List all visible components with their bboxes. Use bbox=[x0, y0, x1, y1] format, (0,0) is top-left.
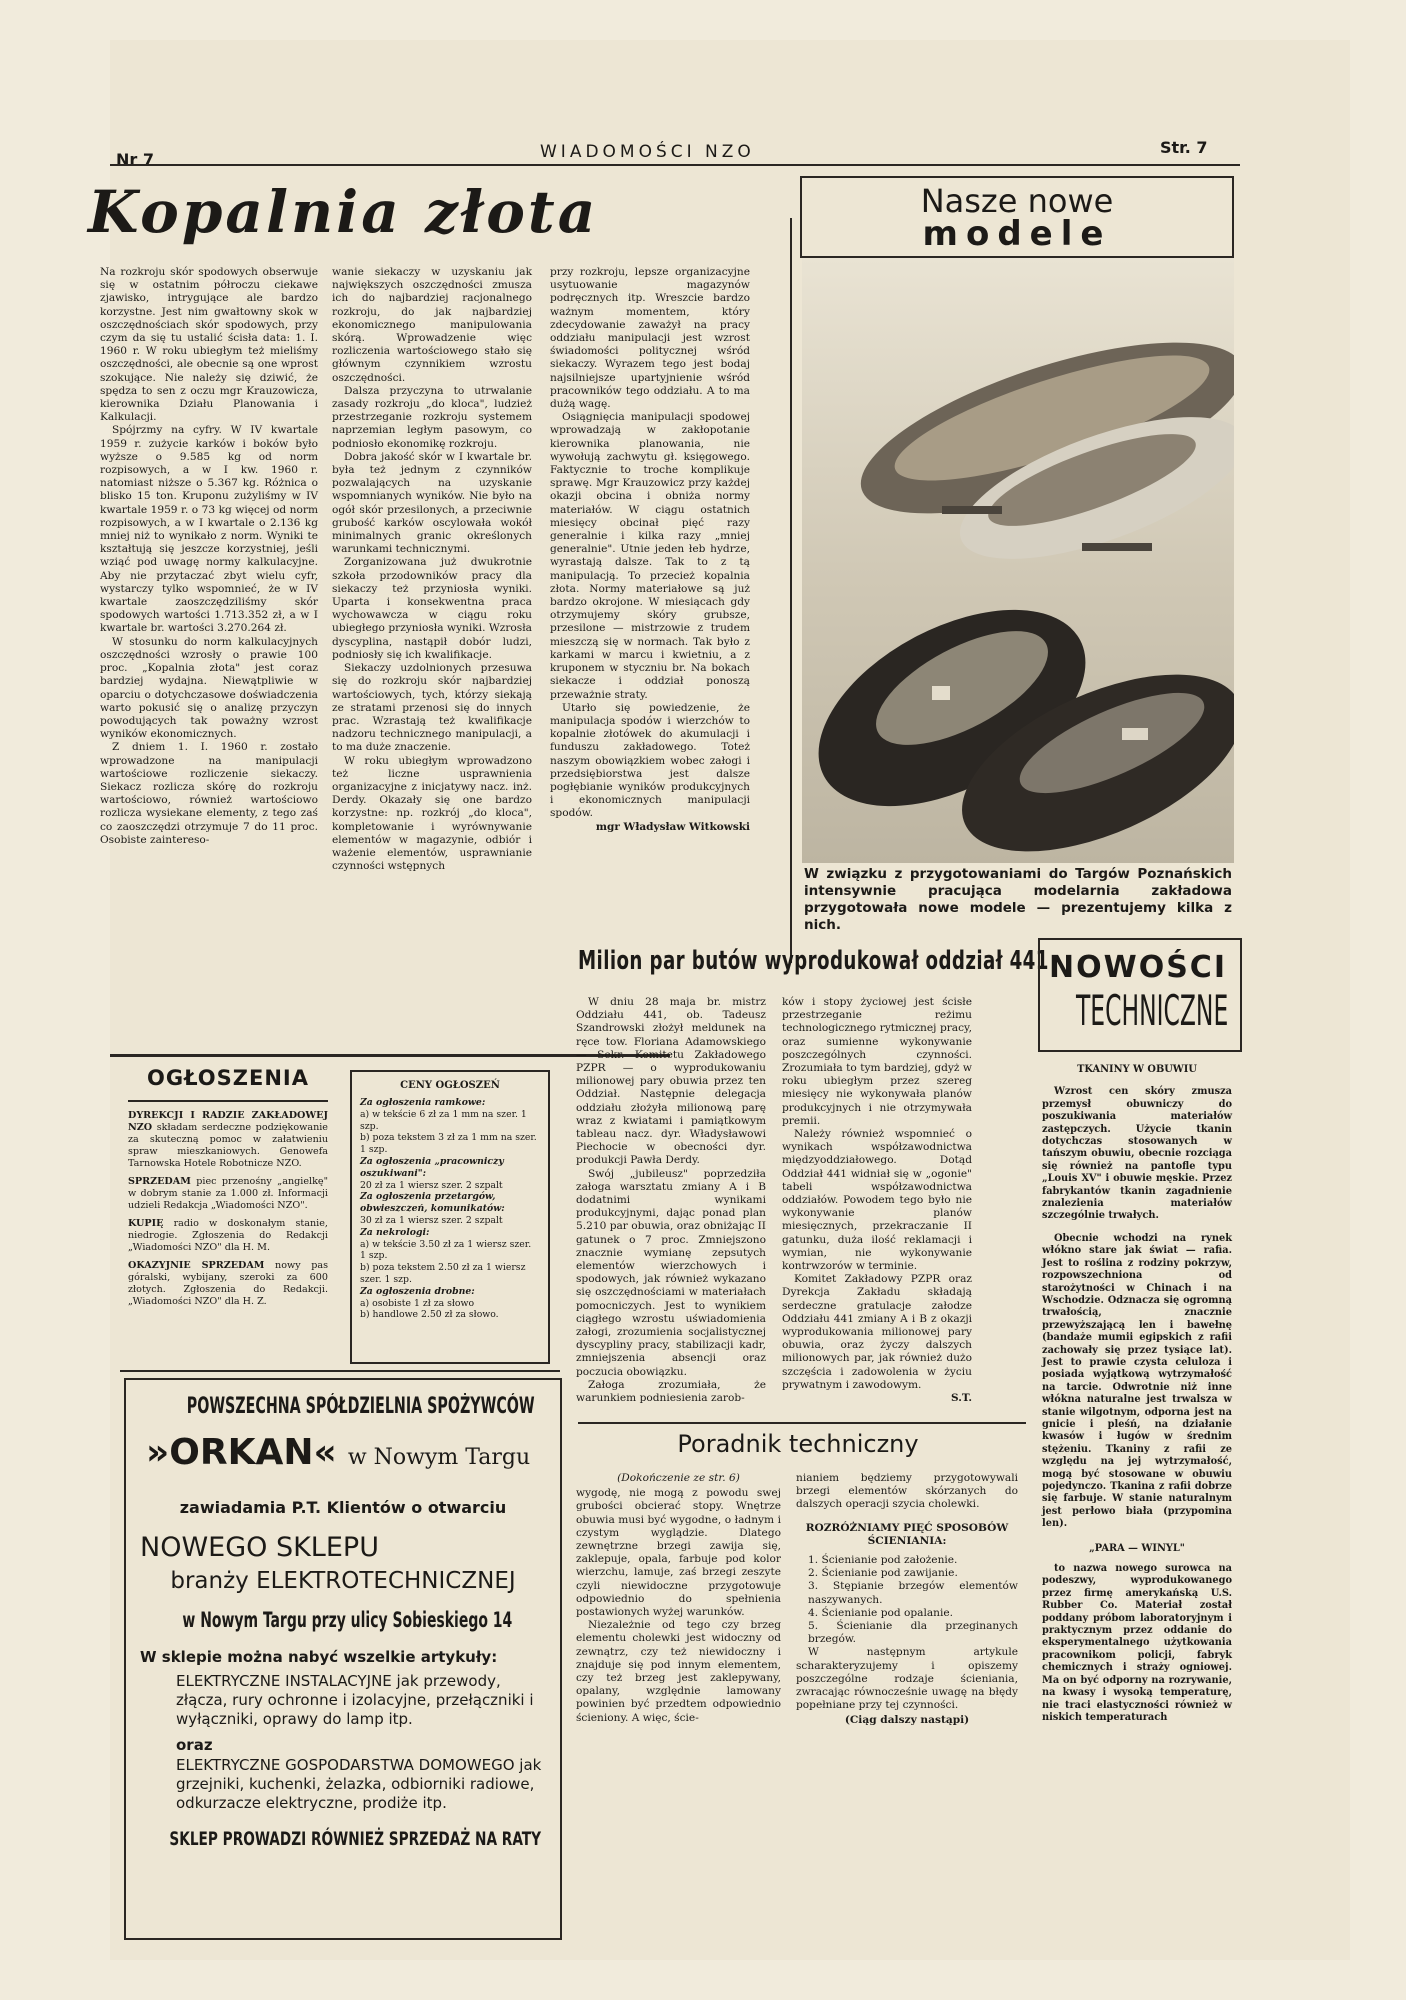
paragraph: Dalsza przyczyna to utrwalanie zasady rozkroju „do kloca", ludzież przestrzeganie rozkroju systemem naprzemian ległym pasowym, co podniosło ekonomikę rozkroju. bbox=[332, 384, 532, 450]
article-col-3 bbox=[550, 266, 750, 834]
paragraph: Komitet Zakładowy PZPR oraz Dyrekcja Zakładu składają serdeczne gratulacje załodze Oddziału 441 zmiany A i B z okazji wyprodukowania milionowej pary obuwia, oraz życzy dalszych milionowych par, jak również dużo szczęścia i zadowolenia w życiu prywatnym i zawodowym. bbox=[782, 1273, 972, 1391]
article-title: Kopalnia złota bbox=[88, 178, 599, 246]
paragraph: Wzrost cen skóry zmusza przemysł obuwniczy do poszukiwania materiałów zastępczych. Użycie tkanin dotychczas stosowanych w tańszym obuwiu, obecnie rozciąga się również na pantofle typu „Louis XV" i obuwie męskie. Przez fabrykantów tkanin zagadnienie znalezienia materiałów szczególnie trwałych. bbox=[1042, 1086, 1232, 1222]
milion-col-2 bbox=[782, 996, 972, 1405]
paragraph: Niezależnie od tego czy brzeg elementu cholewki jest widoczny od zewnątrz, czy też niewidoczny i znajduje się pod innym elementem, czy też brzeg jest zaklepywany, opalany, względnie lamowany powinien być przedtem odpowiednio ścieniony. A więc, ście- bbox=[576, 1619, 781, 1724]
ads-section bbox=[128, 1056, 328, 1314]
paragraph: Utarło się powiedzenie, że manipulacja spodów i wierzchów to kopalnie złotówek do akumulacji i funduszu zakładowego. Toteż naszym obowiązkiem wobec załogi i przedsiębiorstwa jest dalsze pogłębianie wyników produkcyjnych i ekonomicznych manipulacji spodów. bbox=[550, 701, 750, 820]
poradnik-list bbox=[796, 1554, 1018, 1646]
nowosci-title-2: TECHNICZNE bbox=[1076, 986, 1229, 1035]
list-item: 1. Ścienianie pod założenie. bbox=[808, 1554, 958, 1567]
column-divider bbox=[790, 218, 792, 963]
nowosci-sub-1: TKANINY W OBUWIU bbox=[1077, 1064, 1197, 1075]
models-title-1: Nasze nowe bbox=[920, 182, 1114, 220]
orkan-line-8: ELEKTRYCZNE INSTALACYJNE jak przewody, złącza, rury ochronne i izolacyjne, przełączniki i wyłączniki, oprawy do lamp itp. bbox=[176, 1672, 534, 1728]
paragraph: W roku ubiegłym wprowadzono też liczne usprawnienia organizacyjne z inicjatywy nacz. inż. Derdy. Okazały się one bardzo korzystne: np. rozkrój „do kloca", kompletowanie i wyrównywanie elementów w magazynie, odbiór i ważenie elementów, usprawnianie czynności wstępnych bbox=[332, 754, 532, 873]
orkan-name-row bbox=[146, 1432, 546, 1473]
poradnik-heading: ROZRÓŻNIAMY PIĘĆ SPOSOBÓW ŚCIENIANIA: bbox=[805, 1521, 1009, 1547]
poradnik-col-2 bbox=[796, 1472, 1018, 1728]
price-line: Za nekrologi: bbox=[360, 1226, 430, 1238]
paragraph: przy rozkroju, lepsze organizacyjne usytuowanie magazynów podręcznych itp. Wreszcie bardzo ważnym momentem, który zdecydowanie zaważył na pracy oddziału manipulacji jest wzrost świadomości politycznej wśród siekaczy. Wyrazem tego jest bodaj najsilniejsze upartyjnienie wśród pracowników tego oddziału. A to ma dużą wagę. bbox=[550, 266, 750, 411]
paragraph: Załoga zrozumiała, że warunkiem podniesienia zarob- bbox=[576, 1378, 766, 1405]
paragraph: Siekaczy uzdolnionych przesuwa się do rozkroju skór najbardziej wartościowych, tych, którzy siekają ze stratami przenosi się do innych prac. Wzrastają też kwalifikacje nadzoru technicznego manipulacji, a to ma duże znaczenie. bbox=[332, 662, 532, 754]
poradnik-continued-next: (Ciąg dalszy nastąpi) bbox=[844, 1714, 970, 1727]
orkan-place: w Nowym Targu bbox=[347, 1445, 531, 1470]
price-line: Za ogłoszenia „pracowniczy oszukiwani": bbox=[360, 1155, 504, 1179]
orkan-name: »ORKAN« bbox=[146, 1432, 337, 1473]
article-col-2 bbox=[332, 266, 532, 873]
paragraph: wanie siekaczy w uzyskaniu jak największych oszczędności zmusza ich do najbardziej racjonalnego rozkroju, do jak najbardziej ekonomicznego manipulowania skórą. Wprowadzenie więc rozliczenia wartościowego stało się głównym czynnikiem wzrostu oszczędności. bbox=[332, 266, 532, 384]
shoe-photo-bottom bbox=[802, 578, 1234, 858]
paragraph: to nazwa nowego surowca na podeszwy, wyprodukowanego przez firmę amerykańską U.S. Rubber Co. Materiał został poddany próbom laboratoryjnym i praktycznym przez oddanie do eksperymentalnego użytkowania pracownikom policji, fabryk chemicznych i straży ogniowej. Ma on być odporny na rozrywanie, na kwasy i wysoką temperaturę, nie traci elastyczności również w niskich temperaturach bbox=[1042, 1563, 1232, 1723]
nowosci-sub-2: „PARA — WINYL" bbox=[1089, 1542, 1185, 1554]
milion-title-text: Milion par butów wyprodukował oddział 441 bbox=[578, 946, 1049, 976]
header-rule bbox=[110, 164, 1240, 166]
paragraph: W następnym artykule scharakteryzujemy i opiszemy poszczególne rodzaje ścieniania, zwracając równocześnie uwagę na błędy popełniane przy tej czynności. bbox=[796, 1646, 1018, 1712]
paragraph: Dobra jakość skór w I kwartale br. była też jednym z czynników pozwalających na uzyskanie wspomnianych wyników. Nie było na ogół skór przesilonych, a przeciwnie grubość karków oscylowała wokół minimalnych granic określonych warunkami technicznymi. bbox=[332, 450, 532, 556]
paragraph: Obecnie wchodzi na rynek włókno stare jak świat — rafia. Jest to roślina z rodziny pokrzyw, rozpowszechniona od starożytności w Chinach i na Wschodzie. Odznacza się ogromną trwałością, znacznie przewyższającą len i bawełnę (bandaże mumii egipskich z rafii zachowały się przez tysiące lat). Jest to prawie czysta celuloza i posiada wyjątkową wytrzymałość na tarcie. Odwrotnie niż inne włókna naturalne jest trwalsza w stanie wilgotnym, odporna jest na gnicie i pleśń, na działanie kwasów i ługów w średnim stężeniu. Tkaniny z rafii ze względu na jej wytrzymałość, mogą być stosowane w obuwiu pojedynczo. Tkanina z rafii dobrze się farbuje. W stanie naturalnym jest perłowo biała (przypomina len). bbox=[1042, 1232, 1232, 1530]
milion-signature: S.T. bbox=[951, 1392, 972, 1405]
orkan-line-3: zawiadamia P.T. Klientów o otwarciu bbox=[179, 1498, 507, 1517]
list-item: 3. Stępianie brzegów elementów naszywanych. bbox=[808, 1580, 1018, 1606]
prices-list bbox=[352, 1097, 548, 1321]
ads-list bbox=[128, 1110, 328, 1308]
ads-title: OGŁOSZENIA bbox=[146, 1066, 309, 1090]
ad-text: składam serdeczne podziękowanie za skuteczną pomoc w załatwieniu spraw mieszkaniowych. Genowefa Tarnowska Hotele Robotnicze NZO. bbox=[128, 1122, 328, 1169]
ad-text: radio w doskonałym stanie, niedrogie. Zgłoszenia do Redakcji „Wiadomości NZO" dla H. M. bbox=[128, 1218, 328, 1253]
price-line: a) w tekście 6 zł za 1 mm na szer. 1 szp. bbox=[360, 1108, 527, 1132]
models-title-box bbox=[800, 176, 1234, 258]
poradnik-continued: (Dokończenie ze str. 6) bbox=[617, 1472, 740, 1484]
prices-box bbox=[350, 1070, 550, 1364]
paragraph: W stosunku do norm kalkulacyjnych oszczędności wzrosły o prawie 100 proc. „Kopalnia złota" jest coraz bardziej wydajna. Niewątpliwie w oparciu o dotychczasowe doświadczenia warto pokusić się o analizę przyczyn powodujących tak poważny wzrost wyników ekonomicznych. bbox=[100, 635, 318, 741]
orkan-line-11: SKLEP PROWADZI RÓWNIEŻ SPRZEDAŻ NA RATY bbox=[169, 1828, 541, 1850]
paragraph: wygodę, nie mogą z powodu swej grubości obcierać stopy. Wnętrze obuwia musi być wygodne, o ładnym i czystym wyglądzie. Dlatego zewnętrzne brzegi zawija się, zaklepuje, opala, farbuje pod kolor wierzchu, lamuje, zaś brzegi zeszyte czyli niewidoczne przygotowuje odpowiednio do spełnienia postawionych wyżej warunków. bbox=[576, 1487, 781, 1619]
ad-text: piec przenośny „angielkę" w dobrym stanie za 1.000 zł. Informacji udzieli Redakcja „Wiadomości NZO". bbox=[128, 1176, 328, 1211]
orkan-line-6: w Nowym Targu przy ulicy Sobieskiego 14 bbox=[182, 1608, 513, 1632]
poradnik-col-1 bbox=[576, 1472, 781, 1725]
paragraph: Należy również wspomnieć o wynikach współzawodnictwa międzyoddziałowego. Dotąd Oddział 441 widniał się w „ogonie" tabeli współzawodnictwa oddziałów. Powodem tego było nie wykonywanie planów miesięcznych, przekraczanie II gatunku, duża ilość reklamacji i wymian, nie wykonywanie kontrwzorów w terminie. bbox=[782, 1128, 972, 1273]
orkan-line-7: W sklepie można nabyć wszelkie artykuły: bbox=[140, 1648, 498, 1666]
ad-item bbox=[128, 1176, 328, 1212]
paragraph: Swój „jubileusz" poprzedziła załoga warsztatu zmiany A i B dodatnimi wynikami produkcyjnymi, dając ponad plan 5.210 par obuwia, oraz obniżając II gatunek o 7 proc. Zmniejszono znacznie wymianę zepsutych elementów wierzchowych i spodowych, jak również wykazano się oszczędnościami w materiałach pomocniczych. Jest to wynikiem ciągłego wzrostu uświadomienia załogi, zrozumienia socjalistycznej dyscypliny pracy, stabilizacji kadr, zmniejszenia absencji oraz poczucia obowiązku. bbox=[576, 1167, 766, 1378]
nowosci-text bbox=[1042, 1056, 1232, 1724]
price-line: b) poza tekstem 3 zł za 1 mm na szer. 1 szp. bbox=[360, 1132, 537, 1156]
price-line: b) handlowe 2.50 zł za słowo. bbox=[360, 1309, 499, 1321]
paragraph: Zorganizowana już dwukrotnie szkoła przodowników pracy dla siekaczy też przyniosła wyniki. Uparta i konsekwentna praca wychowawcza w ciągu roku ubiegłego przyniosła wyniki. Wzrosła dyscyplina, nastąpił dobór ludzi, podniosły się ich kwalifikacje. bbox=[332, 556, 532, 661]
price-line: Za ogłoszenia ramkowe: bbox=[360, 1097, 486, 1108]
ad-lead: KUPIĘ bbox=[128, 1218, 164, 1229]
list-item: 5. Ścienianie dla przeginanych brzegów. bbox=[808, 1620, 1018, 1646]
price-line: b) poza tekstem 2.50 zł za 1 wiersz szer. 1 szp. bbox=[360, 1262, 526, 1285]
paragraph: Spójrzmy na cyfry. W IV kwartale 1959 r. zużycie karków i boków było wyższe o 9.585 kg od norm rozpisowych, a w I kw. 1960 r. natomiast niższe o 5.367 kg. Różnica o blisko 15 ton. Kruponu zużyliśmy w IV kwartale 1959 r. o 73 kg więcej od norm rozpisowych, a w I kwartale o 2.136 kg mniej niż to wynikało z norm. Wyniki te kształtują się jeszcze korzystniej, jeśli wziąć pod uwagę normy kalkulacyjne. Aby nie przytaczać zbyt wielu cyfr, wystarczy tylko wspomnieć, że w IV kwartale zaoszczędziliśmy skór spodowych wartości 1.713.352 zł, a w I kwartale br. wartości 3.270.264 zł. bbox=[100, 424, 318, 635]
paragraph: Na rozkroju skór spodowych obserwuje się w ostatnim półroczu ciekawe zjawisko, intrygujące ale bardzo korzystne. Jest nim gwałtowny skok w oszczędnościach skór spodowych, przy czym da się tu ustalić ścisła data: 1. I. 1960 r. W roku ubiegłym też mieliśmy oszczędności, ale obecnie są one wprost szokujące. Nie należy się dziwić, że spędza to sen z oczu mgr Krauzowicza, kierownika Działu Planowania i Kalkulacji. bbox=[100, 266, 318, 424]
list-item: 2. Ścienianie pod zawijanie. bbox=[808, 1567, 958, 1580]
nowosci-title-1: NOWOŚCI bbox=[1049, 950, 1227, 985]
poradnik-title: Poradnik techniczny bbox=[677, 1430, 919, 1458]
poradnik-top-rule bbox=[578, 1422, 1026, 1424]
price-line: a) osobiste 1 zł za słowo bbox=[360, 1297, 475, 1309]
milion-col-1 bbox=[576, 996, 766, 1405]
orkan-ad bbox=[124, 1378, 562, 1940]
price-line: a) w tekście 3.50 zł za 1 wiersz szer. 1 szp. bbox=[360, 1238, 532, 1262]
models-caption: W związku z przygotowaniami do Targów Poznańskich intensywnie pracująca modelarnia zakładowa przygotowała nowe modele — prezentujemy kilka z nich. bbox=[804, 866, 1232, 933]
shoes-photo bbox=[802, 258, 1234, 863]
paragraph: Z dniem 1. I. 1960 r. zostało wprowadzone na manipulacji wartościowe rozliczenie siekaczy. Siekacz rozlicza skórę do rozkroju wartościowo, również wartościowo rozlicza wysiekane elementy, z tego zaś co zaoszczędzi otrzymuje 7 do 11 proc. Osobiste zaintereso- bbox=[100, 741, 318, 846]
ad-lead: OKAZYJNIE SPRZEDAM bbox=[128, 1260, 265, 1271]
milion-title bbox=[578, 946, 1108, 976]
price-line: Za ogłoszenia drobne: bbox=[360, 1285, 475, 1297]
nowosci-box bbox=[1038, 938, 1238, 1930]
page-number: Str. 7 bbox=[1160, 138, 1208, 157]
paragraph: W dniu 28 maja br. mistrz Oddziału 441, ob. Tadeusz Szandrowski złożył meldunek na ręce tow. Floriana Adamowskiego — Sekr. Komitetu Zakładowego PZPR — o wyprodukowaniu milionowej pary obuwia przez ten Oddział. Następnie delegacja oddziału złożyła milionową parę wraz z kwiatami i pamiątkowym tableau nacz. dyr. Władysławowi Piechocie w obecności dyr. produkcji Pawła Derdy. bbox=[576, 996, 766, 1167]
orkan-line-1: POWSZECHNA SPÓŁDZIELNIA SPOŻYWCÓW bbox=[186, 1394, 535, 1419]
price-line: 20 zł za 1 wiersz szer. 2 szpalt bbox=[360, 1179, 503, 1191]
prices-title: CENY OGŁOSZEŃ bbox=[400, 1080, 500, 1091]
ad-lead: SPRZEDAM bbox=[128, 1176, 191, 1187]
orkan-line-5: branży ELEKTROTECHNICZNEJ bbox=[170, 1568, 516, 1594]
ad-item bbox=[128, 1260, 328, 1308]
article-col-1 bbox=[100, 266, 318, 847]
orkan-line-9: oraz bbox=[176, 1736, 213, 1754]
orkan-line-4: NOWEGO SKLEPU bbox=[140, 1532, 379, 1563]
ad-text: nowy pas góralski, wybijany, szeroki za 600 złotych. Zgłoszenia do Redakcji. „Wiadomości NZO" dla H. Z. bbox=[128, 1260, 328, 1307]
models-title-2: modele bbox=[922, 214, 1112, 254]
masthead: WIADOMOŚCI NZO bbox=[540, 142, 755, 162]
price-line: 30 zł za 1 wiersz szer. 2 szpalt bbox=[360, 1214, 503, 1226]
article-signature: mgr Władysław Witkowski bbox=[595, 820, 750, 833]
ad-lead: DYREKCJI I RADZIE ZAKŁADOWEJ NZO bbox=[128, 1110, 328, 1133]
list-item: 4. Ścienianie pod opalanie. bbox=[808, 1606, 954, 1619]
paragraph: nianiem będziemy przygotowywali brzegi elementów skórzanych do dalszych operacji szycia cholewki. bbox=[796, 1472, 1018, 1511]
ad-item bbox=[128, 1218, 328, 1254]
paragraph: Osiągnięcia manipulacji spodowej wprowadzają w zakłopotanie kierownika planowania, nie wywołują zachwytu gł. księgowego. Faktycznie to troche komplikuje sprawę. Mgr Krauzowicz przy każdej okazji obcina i obniża normy materiałów. W ciągu ostatnich miesięcy obcinał pięć razy generalnie i kilka razy „mniej generalnie". Utnie jeden łeb hydrze, wyrastają dalsze. Tak to z tą manipulacją. To przecież kopalnia złota. Normy materiałowe są już bardzo okrojone. W miesiącach gdy otrzymujemy skóry grubsze, przesilone — mistrzowie z trudem mieszczą się w normach. Tak było z karkami w marcu i kwietniu, a z kruponem w styczniu br. Na bokach siekacze i oddział ponoszą przeważnie straty. bbox=[550, 411, 750, 701]
newspaper-page bbox=[88, 40, 1350, 1960]
paragraph: ków i stopy życiowej jest ścisłe przestrzeganie reżimu technologicznego rytmicznej pracy, oraz sumienne wykonywanie poszczególnych czynności. Zrozumiała to tym bardziej, gdyż w roku ubiegłym przez szereg miesięcy nie wykonywała planów produkcyjnych i nie otrzymywała premii. bbox=[782, 996, 972, 1127]
ads-bottom-rule bbox=[120, 1370, 560, 1372]
ad-item bbox=[128, 1110, 328, 1170]
issue-number: Nr 7 bbox=[116, 150, 154, 169]
orkan-line-10: ELEKTRYCZNE GOSPODARSTWA DOMOWEGO jak grzejniki, kuchenki, żelazka, odbiorniki radiowe, odkurzacze elektryczne, prodiże itp. bbox=[176, 1756, 542, 1812]
price-line: Za ogłoszenia przetargów, obwieszczeń, komunikatów: bbox=[360, 1191, 505, 1215]
